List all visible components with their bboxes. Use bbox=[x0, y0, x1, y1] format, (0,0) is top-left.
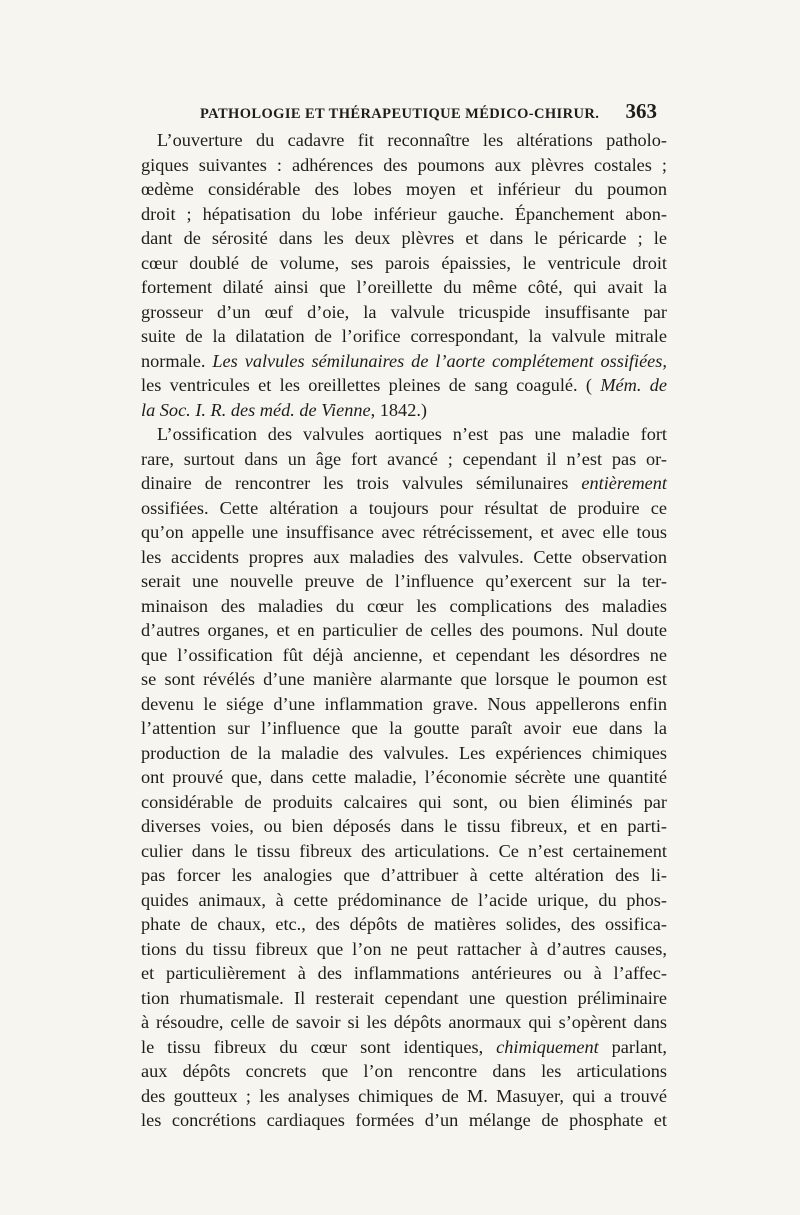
line-text: l’attention sur l’influence que la goutte paraît avoir eue dans la bbox=[141, 718, 667, 738]
text-line bbox=[141, 765, 667, 790]
text-line bbox=[141, 618, 667, 643]
line-text: d’autres organes, et en particulier de celles des poumons. Nul doute bbox=[141, 620, 667, 640]
text-line bbox=[141, 912, 667, 937]
text-line bbox=[141, 594, 667, 619]
line-text: diverses voies, ou bien déposés dans le tissu fibreux, et en parti- bbox=[141, 816, 667, 836]
line-text: minaison des maladies du cœur les complications des maladies bbox=[141, 595, 667, 616]
page-number: 363 bbox=[625, 99, 657, 123]
line-text: dant de sérosité dans les deux plèvres et dans le péricarde ; le bbox=[141, 228, 667, 248]
line-text: phate de chaux, etc., des dépôts de matières solides, des ossifica- bbox=[141, 914, 667, 934]
line-text: ossifiées. Cette altération a toujours pour résultat de produire ce bbox=[141, 497, 667, 518]
italic-text: la Soc. I. R. des méd. de Vienne bbox=[141, 399, 371, 420]
text-line bbox=[141, 275, 667, 300]
text-line bbox=[141, 251, 667, 276]
text-line bbox=[141, 226, 667, 251]
line-text: le tissu fibreux du cœur sont identiques, bbox=[141, 1036, 497, 1057]
line-text: grosseur d’un œuf d’oie, la valvule tricuspide insuffisante par bbox=[141, 301, 667, 322]
line-text: les accidents propres aux maladies des valvules. Cette observation bbox=[141, 546, 667, 567]
text-line bbox=[141, 986, 667, 1011]
text-line bbox=[141, 545, 667, 570]
page-header bbox=[200, 99, 657, 125]
text-line bbox=[141, 1010, 667, 1035]
italic-text: Mém. de bbox=[600, 375, 667, 395]
line-text: les concrétions cardiaques formées d’un mélange de phosphate et bbox=[141, 1110, 667, 1130]
line-text: tions du tissu fibreux que l’on ne peut rattacher à d’autres causes, bbox=[141, 938, 667, 959]
text-line bbox=[141, 961, 667, 986]
text-line bbox=[141, 863, 667, 888]
text-line bbox=[141, 667, 667, 692]
line-text: aux dépôts concrets que l’on rencontre dans les articulations bbox=[141, 1061, 667, 1081]
italic-text: entièrement bbox=[581, 473, 667, 493]
line-text: œdème considérable des lobes moyen et inférieur du poumon bbox=[141, 179, 667, 199]
text-line bbox=[141, 422, 667, 447]
line-text: dinaire de rencontrer les trois valvules sémilunaires bbox=[141, 473, 582, 493]
italic-text: chimiquement bbox=[496, 1036, 599, 1057]
line-text: suite de la dilatation de l’orifice correspondant, la valvule mitrale bbox=[141, 326, 667, 346]
text-line bbox=[141, 692, 667, 717]
line-text: des goutteux ; les analyses chimiques de M. Masuyer, qui a trouvé bbox=[141, 1085, 667, 1106]
text-line bbox=[141, 1084, 667, 1109]
line-text: considérable de produits calcaires qui sont, ou bien éliminés par bbox=[141, 791, 667, 812]
italic-text: Les valvules sémilunaires de l’aorte complétement ossifiées, bbox=[212, 350, 667, 371]
body-text bbox=[141, 128, 667, 1133]
text-line bbox=[141, 177, 667, 202]
line-text: cœur doublé de volume, ses parois épaissies, le ventricule droit bbox=[141, 252, 667, 273]
text-line bbox=[141, 741, 667, 766]
text-line bbox=[141, 814, 667, 839]
line-text: production de la maladie des valvules. Les expériences chimiques bbox=[141, 742, 667, 763]
text-line bbox=[141, 569, 667, 594]
text-line bbox=[141, 496, 667, 521]
text-line bbox=[141, 839, 667, 864]
text-line bbox=[141, 520, 667, 545]
text-line bbox=[141, 937, 667, 962]
text-line bbox=[141, 324, 667, 349]
text-line bbox=[141, 398, 667, 423]
text-line bbox=[141, 1059, 667, 1084]
line-text: , 1842.) bbox=[370, 399, 427, 420]
line-text: pas forcer les analogies que d’attribuer à cette altération des li- bbox=[141, 865, 667, 885]
line-text: devenu le siége d’une inflammation grave. Nous appellerons enfin bbox=[141, 693, 667, 714]
line-text: tion rhumatismale. Il resterait cependant une question préliminaire bbox=[141, 987, 667, 1008]
line-text: droit ; hépatisation du lobe inférieur gauche. Épanchement abon- bbox=[141, 203, 667, 224]
line-text: et particulièrement à des inflammations antérieures ou à l’affec- bbox=[141, 963, 667, 983]
line-text: parlant, bbox=[598, 1036, 667, 1057]
text-line bbox=[141, 447, 667, 472]
text-line bbox=[141, 202, 667, 227]
text-line bbox=[141, 1035, 667, 1060]
text-line bbox=[141, 153, 667, 178]
line-text: les ventricules et les oreillettes pleines de sang coagulé. ( bbox=[141, 375, 601, 395]
line-text: giques suivantes : adhérences des poumons aux plèvres costales ; bbox=[141, 154, 667, 175]
text-line bbox=[141, 643, 667, 668]
running-head: PATHOLOGIE ET THÉRAPEUTIQUE MÉDICO-CHIRUR. bbox=[200, 106, 600, 122]
line-text: à résoudre, celle de savoir si les dépôts anormaux qui s’opèrent dans bbox=[141, 1012, 667, 1032]
text-line bbox=[141, 1108, 667, 1133]
line-text: ont prouvé que, dans cette maladie, l’économie sécrète une quantité bbox=[141, 767, 667, 787]
text-line bbox=[141, 471, 667, 496]
text-line bbox=[141, 373, 667, 398]
line-text: se sont révélés d’une manière alarmante que lorsque le poumon est bbox=[141, 669, 667, 689]
text-line bbox=[141, 716, 667, 741]
text-line bbox=[141, 888, 667, 913]
line-text: qu’on appelle une insuffisance avec rétrécissement, et avec elle tous bbox=[141, 522, 667, 542]
text-line bbox=[141, 349, 667, 374]
line-text: que l’ossification fût déjà ancienne, et cependant les désordres ne bbox=[141, 644, 667, 665]
line-text: normale. bbox=[141, 350, 213, 371]
text-line bbox=[141, 300, 667, 325]
line-text: culier dans le tissu fibreux des articulations. Ce n’est certainement bbox=[141, 840, 667, 861]
line-text: fortement dilaté ainsi que l’oreillette du même côté, qui avait la bbox=[141, 277, 667, 297]
line-text: serait une nouvelle preuve de l’influence qu’exercent sur la ter- bbox=[141, 571, 667, 591]
line-text: rare, surtout dans un âge fort avancé ; cependant il n’est pas or- bbox=[141, 448, 667, 469]
line-text: quides animaux, à cette prédominance de l’acide urique, du phos- bbox=[141, 889, 667, 910]
line-text: L’ossification des valvules aortiques n’est pas une maladie fort bbox=[157, 424, 667, 444]
text-line bbox=[141, 790, 667, 815]
text-line bbox=[141, 128, 667, 153]
line-text: L’ouverture du cadavre fit reconnaître les altérations patholo- bbox=[157, 130, 667, 150]
